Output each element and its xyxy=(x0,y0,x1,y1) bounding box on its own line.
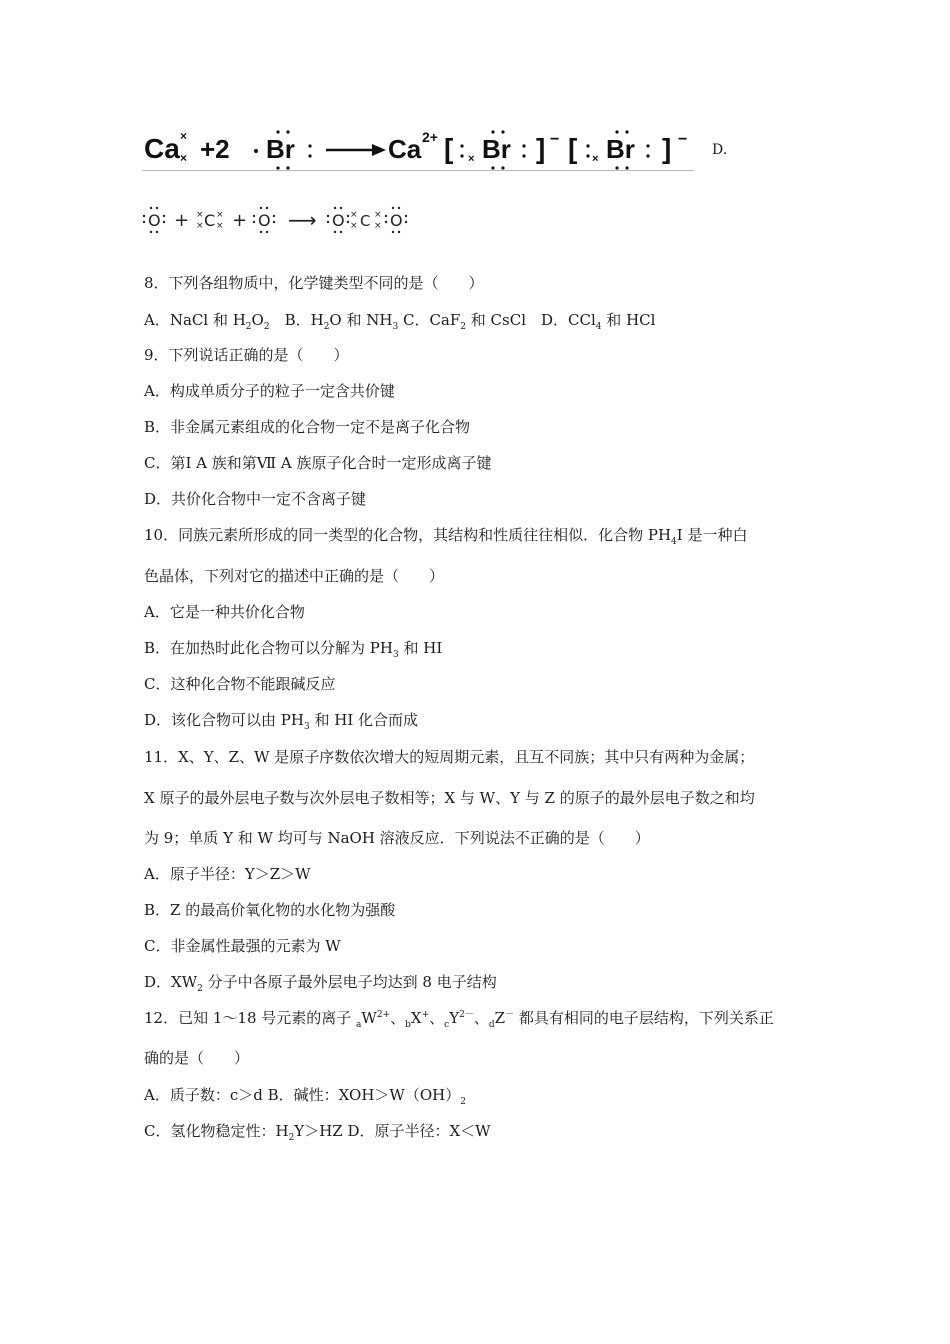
svg-text:−: − xyxy=(678,131,688,148)
ca-ion: Ca xyxy=(388,134,422,164)
svg-text:O: O xyxy=(258,211,271,230)
ca-symbol: Ca xyxy=(144,133,180,164)
q11-option-c: C．非金属性最强的元素为 W xyxy=(144,937,341,955)
figure-underline xyxy=(142,170,694,171)
q11-option-d: D．$XW_2$ 分子中各原子最外层电子均达到 8 电子结构 xyxy=(144,973,497,994)
plus-two: +2 xyxy=(200,134,230,164)
svg-text:[: [ xyxy=(444,133,454,164)
q12-stem-line2: 确的是（ ） xyxy=(144,1049,250,1067)
svg-text:+: + xyxy=(174,210,190,231)
svg-text:⟶: ⟶ xyxy=(288,208,317,232)
q12-options-ab: A．质子数：c＞d B．碱性：$XOH>W(OH)_2$ xyxy=(144,1086,466,1107)
q9-option-b: B．非金属元素组成的化合物一定不是离子化合物 xyxy=(144,418,471,436)
svg-text:O: O xyxy=(390,211,403,230)
q9-stem: 9．下列说话正确的是（ ） xyxy=(144,346,349,364)
svg-text:×: × xyxy=(592,153,599,165)
q10-option-d: D．该化合物可以由 $PH_3$ 和 HI 化合而成 xyxy=(144,711,419,732)
q10-option-a: A．它是一种共价化合物 xyxy=(144,603,305,621)
q9-option-c: C．第Ⅰ A 族和第Ⅶ A 族原子化合时一定形成离子键 xyxy=(144,454,492,472)
q11-stem-line3: 为 9；单质 Y 和 W 均可与 NaOH 溶液反应．下列说法不正确的是（ ） xyxy=(144,829,650,847)
option-d-label: D. xyxy=(712,142,728,158)
ca-ion-charge: 2+ xyxy=(422,129,438,145)
cabr2-lewis-formation-figure xyxy=(140,124,710,174)
q11-stem-line1: 11．X、Y、Z、W 是原子序数依次增大的短周期元素，且互不同族；其中只有两种为金属； xyxy=(144,748,755,766)
svg-text:C: C xyxy=(360,212,371,230)
svg-text:C: C xyxy=(204,211,216,230)
q9-option-d: D．共价化合物中一定不含离子键 xyxy=(144,490,367,508)
svg-text:×: × xyxy=(180,151,188,165)
svg-text:×: × xyxy=(216,221,224,231)
svg-text:×: × xyxy=(374,221,382,231)
svg-text:[: [ xyxy=(568,133,578,164)
svg-text:−: − xyxy=(550,131,560,148)
q12-options-cd: C．氢化物稳定性：$H_2Y>HZ$ D．原子半径：X＜W xyxy=(144,1122,491,1143)
svg-text:]: ] xyxy=(536,133,546,164)
co2-lewis-formation-figure xyxy=(140,202,430,238)
svg-text:]: ] xyxy=(662,133,672,164)
br-symbol: Br xyxy=(266,134,295,164)
svg-text:×: × xyxy=(350,210,358,220)
q10-option-b: B．在加热时此化合物可以分解为 $PH_3$ 和 HI xyxy=(144,639,443,660)
svg-text:×: × xyxy=(216,210,224,220)
q10-stem-line1: 10．同族元素所形成的同一类型的化合物，其结构和性质往往相似．化合物 $PH_4I$ 是一种白 xyxy=(144,526,748,547)
q8-options: A．NaCl 和 $H_2O_2$ B．$H_2O$ 和 $NH_3$ C．CaF$_2$ 和 CsCl D．CCl$_4$ 和 HCl xyxy=(144,311,656,332)
q9-option-a: A．构成单质分子的粒子一定含共价键 xyxy=(144,382,395,400)
svg-text:×: × xyxy=(350,221,358,231)
svg-text:×: × xyxy=(374,210,382,220)
br-ion-1: Br xyxy=(482,134,511,164)
q10-stem-line2: 色晶体，下列对它的描述中正确的是（ ） xyxy=(144,567,445,585)
q11-option-b: B．Z 的最高价氧化物的水化物为强酸 xyxy=(144,901,396,919)
svg-text:O: O xyxy=(332,211,345,230)
svg-text:+: + xyxy=(232,210,248,231)
q11-stem-line2: X 原子的最外层电子数与次外层电子数相等；X 与 W、Y 与 Z 的原子的最外层电子数之和均 xyxy=(144,789,755,807)
br-ion-2: Br xyxy=(606,134,635,164)
q10-option-c: C．这种化合物不能跟碱反应 xyxy=(144,675,336,693)
svg-text:×: × xyxy=(468,153,475,165)
q8-stem: 8．下列各组物质中，化学键类型不同的是（ ） xyxy=(144,274,484,292)
svg-text:×: × xyxy=(180,129,188,143)
svg-text:×: × xyxy=(196,210,204,220)
q11-option-a: A．原子半径：Y＞Z＞W xyxy=(144,865,311,883)
svg-text:O: O xyxy=(148,211,161,230)
q12-stem-line1: 12．已知 1～18 号元素的离子 $_aW^{2+}$、$_b$X+、$_cY^{2-}$、$_d$Z－ 都具有相同的电子层结构，下列关系正 xyxy=(144,1009,774,1030)
svg-text:×: × xyxy=(196,221,204,231)
